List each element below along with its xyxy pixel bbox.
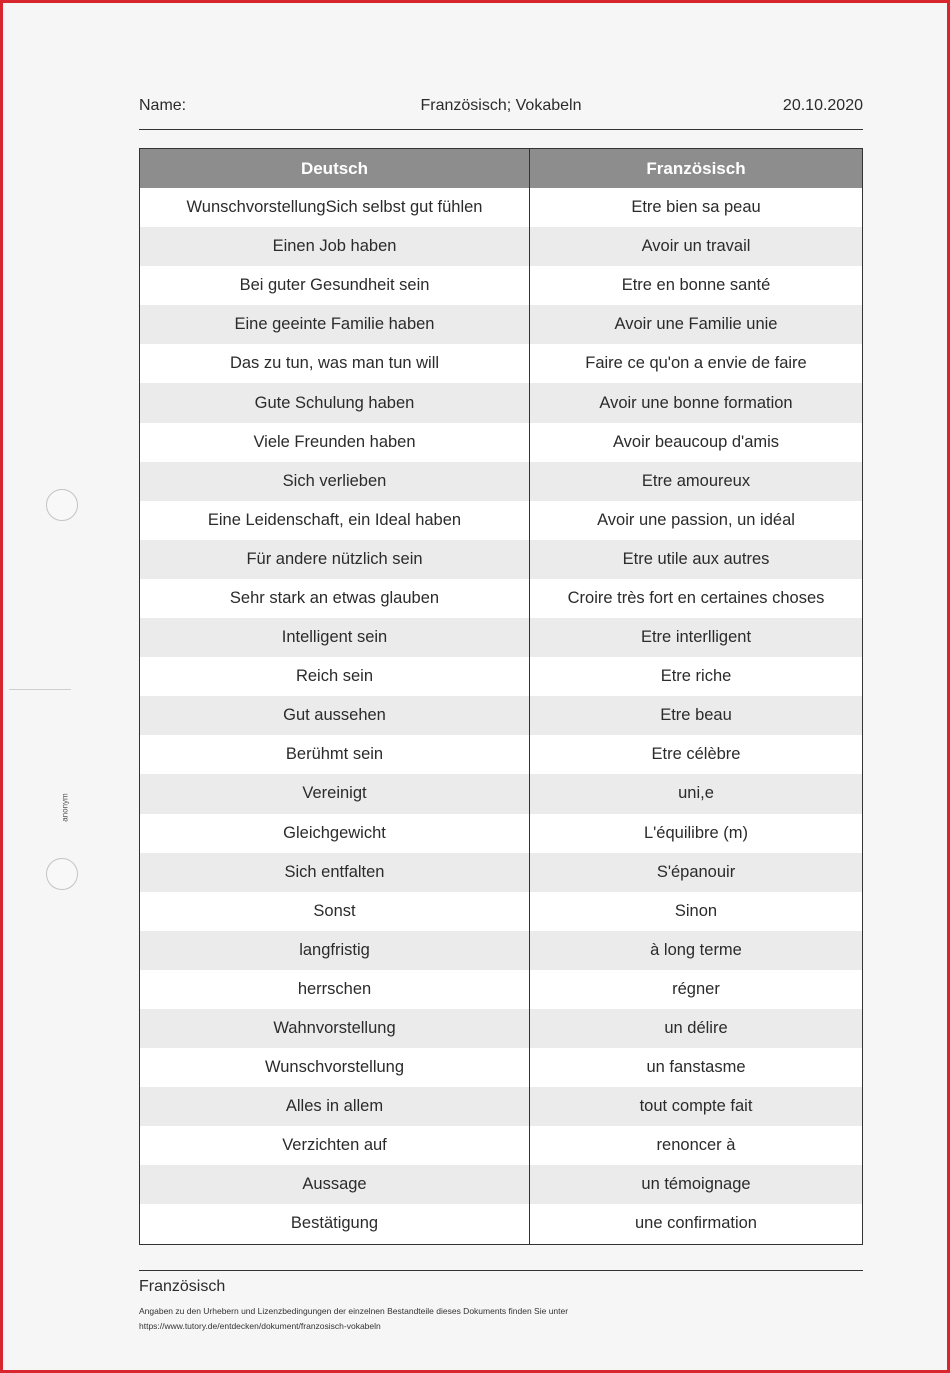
- worksheet-title: Französisch; Vokabeln: [420, 97, 582, 114]
- cell-franzoesisch: Avoir une passion, un idéal: [530, 501, 863, 540]
- cell-franzoesisch: Sinon: [530, 892, 863, 931]
- cell-franzoesisch: une confirmation: [530, 1204, 863, 1244]
- cell-deutsch: Verzichten auf: [140, 1126, 530, 1165]
- cell-deutsch: Gleichgewicht: [140, 814, 530, 853]
- table-row: [140, 892, 863, 931]
- cell-franzoesisch: Avoir un travail: [530, 227, 863, 266]
- table-row: [140, 462, 863, 501]
- cell-franzoesisch: Etre bien sa peau: [530, 188, 863, 227]
- table-row: [140, 853, 863, 892]
- cell-franzoesisch: régner: [530, 970, 863, 1009]
- table-header-row: [140, 149, 863, 189]
- cell-franzoesisch: Etre riche: [530, 657, 863, 696]
- cell-franzoesisch: Croire très fort en certaines choses: [530, 579, 863, 618]
- table-row: [140, 501, 863, 540]
- cell-deutsch: Sich entfalten: [140, 853, 530, 892]
- table-row: [140, 1087, 863, 1126]
- name-label: Name:: [139, 97, 187, 114]
- cell-franzoesisch: à long terme: [530, 931, 863, 970]
- cell-franzoesisch: Etre interlligent: [530, 618, 863, 657]
- cell-franzoesisch: S'épanouir: [530, 853, 863, 892]
- cell-deutsch: Sehr stark an etwas glauben: [140, 579, 530, 618]
- cell-deutsch: Eine geeinte Familie haben: [140, 305, 530, 344]
- table-row: [140, 1165, 863, 1204]
- cell-franzoesisch: tout compte fait: [530, 1087, 863, 1126]
- cell-deutsch: Wunschvorstellung: [140, 1048, 530, 1087]
- table-row: [140, 383, 863, 422]
- cell-franzoesisch: Etre célèbre: [530, 735, 863, 774]
- cell-deutsch: Einen Job haben: [140, 227, 530, 266]
- table-row: [140, 540, 863, 579]
- table-row: [140, 814, 863, 853]
- cell-franzoesisch: un délire: [530, 1009, 863, 1048]
- table-row: [140, 266, 863, 305]
- vocabulary-rows: [140, 188, 863, 1244]
- table-row: [140, 423, 863, 462]
- table-row: [140, 305, 863, 344]
- author-label: anonym: [60, 793, 70, 822]
- cell-franzoesisch: un témoignage: [530, 1165, 863, 1204]
- cell-deutsch: Für andere nützlich sein: [140, 540, 530, 579]
- vocabulary-table: [139, 148, 863, 1245]
- worksheet-header: [139, 95, 863, 130]
- cell-deutsch: Eine Leidenschaft, ein Ideal haben: [140, 501, 530, 540]
- credits-text: Angaben zu den Urhebern und Lizenzbedingungen der einzelnen Bestandteile dieses Dokuments finden Sie unter: [139, 1306, 569, 1316]
- table-row: [140, 344, 863, 383]
- table-row: [140, 970, 863, 1009]
- cell-deutsch: Bei guter Gesundheit sein: [140, 266, 530, 305]
- cell-deutsch: Reich sein: [140, 657, 530, 696]
- punch-hole-top: [46, 489, 78, 521]
- cell-deutsch: herrschen: [140, 970, 530, 1009]
- table-row: [140, 618, 863, 657]
- cell-deutsch: Vereinigt: [140, 774, 530, 813]
- table-row: [140, 579, 863, 618]
- table-row: [140, 696, 863, 735]
- cell-deutsch: Viele Freunden haben: [140, 423, 530, 462]
- cell-franzoesisch: renoncer à: [530, 1126, 863, 1165]
- cell-deutsch: Gut aussehen: [140, 696, 530, 735]
- cell-deutsch: Alles in allem: [140, 1087, 530, 1126]
- cell-franzoesisch: Etre beau: [530, 696, 863, 735]
- cell-deutsch: Wahnvorstellung: [140, 1009, 530, 1048]
- footer-credits: [139, 1304, 863, 1334]
- worksheet-footer: [139, 1270, 863, 1334]
- table-row: [140, 657, 863, 696]
- column-header-franzoesisch: Französisch: [530, 149, 863, 189]
- table-row: [140, 774, 863, 813]
- table-row: [140, 1126, 863, 1165]
- cell-franzoesisch: L'équilibre (m): [530, 814, 863, 853]
- column-header-deutsch: Deutsch: [140, 149, 530, 189]
- cell-franzoesisch: Etre amoureux: [530, 462, 863, 501]
- cell-franzoesisch: Avoir une bonne formation: [530, 383, 863, 422]
- cell-deutsch: langfristig: [140, 931, 530, 970]
- table-row: [140, 188, 863, 227]
- cell-deutsch: Intelligent sein: [140, 618, 530, 657]
- table-row: [140, 931, 863, 970]
- cell-franzoesisch: Etre en bonne santé: [530, 266, 863, 305]
- cell-franzoesisch: uni,e: [530, 774, 863, 813]
- cell-franzoesisch: Avoir une Familie unie: [530, 305, 863, 344]
- cell-franzoesisch: un fanstasme: [530, 1048, 863, 1087]
- cell-franzoesisch: Faire ce qu'on a envie de faire: [530, 344, 863, 383]
- cell-franzoesisch: Etre utile aux autres: [530, 540, 863, 579]
- table-row: [140, 735, 863, 774]
- table-row: [140, 1204, 863, 1244]
- cell-deutsch: Aussage: [140, 1165, 530, 1204]
- cell-deutsch: Gute Schulung haben: [140, 383, 530, 422]
- cell-deutsch: WunschvorstellungSich selbst gut fühlen: [140, 188, 530, 227]
- cell-deutsch: Berühmt sein: [140, 735, 530, 774]
- worksheet-date: 20.10.2020: [782, 97, 863, 114]
- cell-deutsch: Das zu tun, was man tun will: [140, 344, 530, 383]
- cell-franzoesisch: Avoir beaucoup d'amis: [530, 423, 863, 462]
- table-row: [140, 1009, 863, 1048]
- footer-subject: Französisch: [139, 1278, 226, 1295]
- cell-deutsch: Bestätigung: [140, 1204, 530, 1244]
- credits-link[interactable]: https://www.tutory.de/entdecken/dokument/franzosisch-vokabeln: [139, 1321, 381, 1331]
- cell-deutsch: Sonst: [140, 892, 530, 931]
- table-row: [140, 1048, 863, 1087]
- punch-hole-bottom: [46, 858, 78, 890]
- fold-mark: [9, 689, 71, 690]
- table-row: [140, 227, 863, 266]
- cell-deutsch: Sich verlieben: [140, 462, 530, 501]
